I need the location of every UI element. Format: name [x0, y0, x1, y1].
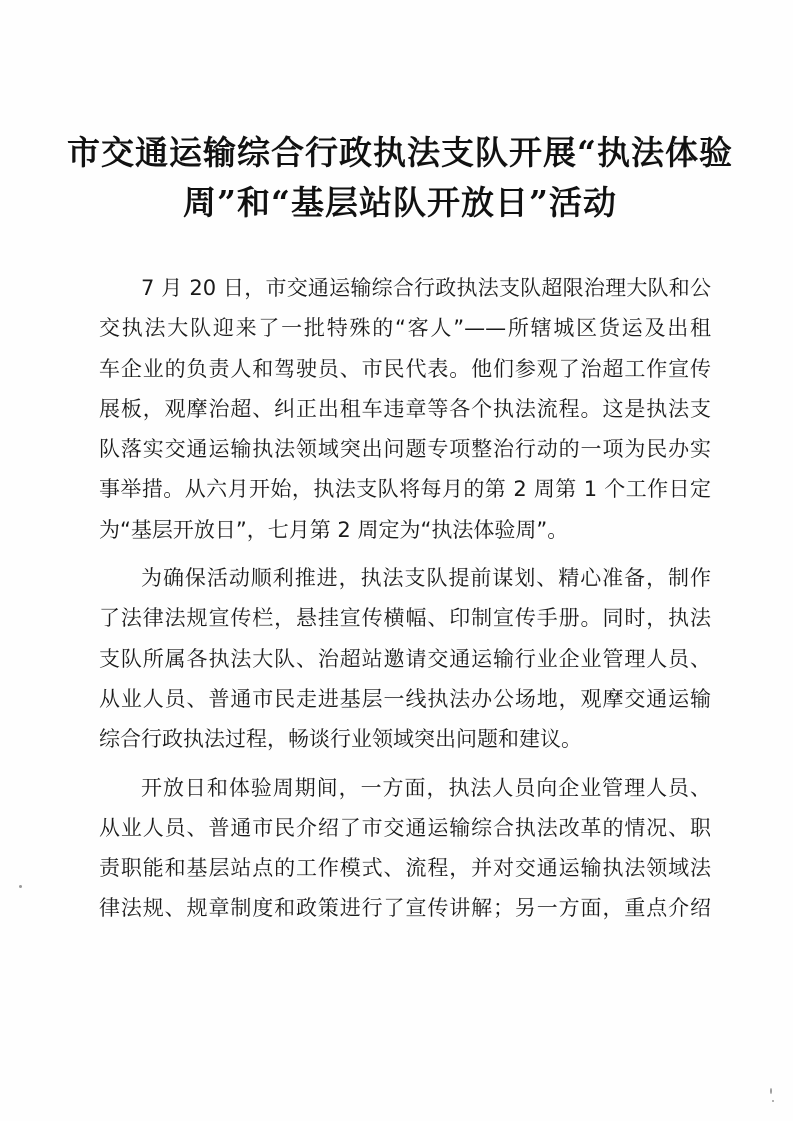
text-line: 事举措。从六月开始，执法支队将每月的第 2 周第 1 个工作日定 [99, 477, 711, 502]
paragraph-gap [99, 550, 711, 558]
document-title [60, 128, 740, 228]
title-line-2: 周”和“基层站队开放日”活动 [183, 183, 617, 222]
text-line: 综合行政执法过程，畅谈行业领域突出问题和建议。 [99, 727, 582, 752]
paragraph-1 [99, 268, 711, 550]
scan-speck [772, 1100, 774, 1102]
text-line: 了法律法规宣传栏，悬挂宣传横幅、印制宣传手册。同时，执法 [99, 606, 711, 631]
text-line: 展板，观摩治超、纠正出租车违章等各个执法流程。这是执法支 [99, 396, 711, 421]
text-line: 支队所属各执法大队、治超站邀请交通运输行业企业管理人员、 [99, 646, 711, 671]
text-line: 从业人员、普通市民走进基层一线执法办公场地，观摩交通运输 [99, 686, 711, 711]
text-line: 为确保活动顺利推进，执法支队提前谋划、精心准备，制作 [141, 566, 711, 591]
text-line: 律法规、规章制度和政策进行了宣传讲解；另一方面，重点介绍 [99, 896, 711, 921]
document-body [99, 268, 711, 929]
text-line: 车企业的负责人和驾驶员、市民代表。他们参观了治超工作宣传 [99, 356, 711, 381]
paragraph-2 [99, 558, 711, 759]
text-line: 交执法大队迎来了一批特殊的“客人”——所辖城区货运及出租 [99, 316, 711, 341]
paragraph-gap [99, 760, 711, 768]
scan-speck [770, 1088, 772, 1094]
text-line: 责职能和基层站点的工作模式、流程，并对交通运输执法领域法 [99, 856, 711, 881]
text-line: 开放日和体验周期间，一方面，执法人员向企业管理人员、 [141, 775, 711, 800]
text-line: 7 月 20 日，市交通运输综合行政执法支队超限治理大队和公 [141, 276, 711, 300]
paragraph-3 [99, 768, 711, 929]
text-line: 队落实交通运输执法领域突出问题专项整治行动的一项为民办实 [99, 437, 711, 462]
scan-speck [19, 885, 22, 888]
text-line: 从业人员、普通市民介绍了市交通运输综合执法改革的情况、职 [99, 815, 711, 840]
title-line-1: 市交通运输综合行政执法支队开展“执法体验 [67, 133, 733, 172]
text-line: 为“基层开放日”，七月第 2 周定为“执法体验周”。 [99, 517, 569, 542]
